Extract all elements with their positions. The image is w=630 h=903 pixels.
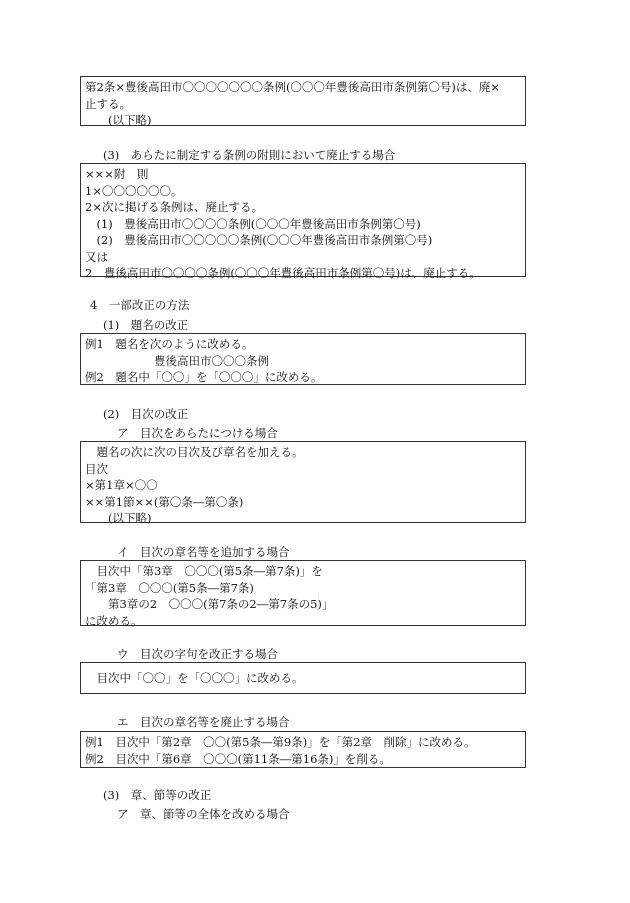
box-line: 目次中「〇〇」を「〇〇〇」に改める。 — [85, 671, 304, 685]
box-line: 例2 目次中「第6章 〇〇〇(第11条―第16条)」を削る。 — [85, 751, 391, 766]
box-line: 例2 題名中「〇〇」を「〇〇〇」に改める。 — [85, 370, 323, 384]
section-heading-partial-amendment: 4 一部改正の方法 — [90, 298, 190, 312]
box-line: ×××附 則 — [85, 167, 149, 181]
box-line: (以下略) — [85, 113, 152, 127]
example-box-toc-wording — [80, 662, 526, 694]
subsection-heading-toc-add: ア 目次をあらたにつける場合 — [117, 426, 278, 440]
box-line: 止する。 — [85, 96, 131, 111]
box-line: 「第3章 〇〇〇(第5条―第7条) — [85, 580, 254, 595]
example-box-toc-chapter-add — [80, 560, 526, 626]
example-box-title-amendment — [80, 333, 526, 385]
box-line: 目次 — [85, 461, 108, 476]
box-line: 豊後高田市〇〇〇条例 — [85, 353, 269, 368]
example-box-toc-chapter-abolish — [80, 731, 526, 768]
section-heading-abolish-supplementary: (3) あらたに制定する条例の附則において廃止する場合 — [103, 148, 396, 162]
box-line: (2) 豊後高田市〇〇〇〇〇条例(〇〇〇年豊後高田市条例第〇号) — [85, 233, 433, 247]
section-heading-title-amendment: (1) 題名の改正 — [103, 318, 189, 332]
example-box-toc-add — [80, 441, 526, 523]
box-line: 例1 題名を次のように改める。 — [85, 337, 254, 351]
box-line: ××第1節××(第〇条―第〇条) — [85, 494, 244, 509]
box-line: 題名の次に次の目次及び章名を加える。 — [85, 445, 304, 459]
box-line: 1×〇〇〇〇〇〇。 — [85, 183, 183, 198]
subsection-heading-toc-chapter-abolish: エ 目次の章名等を廃止する場合 — [117, 715, 290, 729]
box-line: 又は — [85, 249, 108, 264]
box-line: (以下略) — [85, 511, 152, 525]
section-heading-chapter-amendment: (3) 章、節等の改正 — [103, 788, 212, 802]
subsection-heading-toc-chapter-add: イ 目次の章名等を追加する場合 — [117, 545, 290, 559]
box-line: 第3章の2 〇〇〇(第7条の2―第7条の5)」 — [85, 597, 334, 611]
example-box-supplementary-provisions — [80, 163, 526, 280]
box-line: 目次中「第3章 〇〇〇(第5条―第7条)」を — [85, 564, 323, 578]
box-line: ×第1章×〇〇 — [85, 478, 158, 492]
box-line: 例1 目次中「第2章 〇〇(第5条―第9条)」を「第2章 削除」に改める。 — [85, 735, 476, 749]
box-line: 第2条×豊後高田市〇〇〇〇〇〇〇条例(〇〇〇年豊後高田市条例第〇号)は、廃× — [85, 80, 501, 94]
box-line: (1) 豊後高田市〇〇〇〇条例(〇〇〇年豊後高田市条例第〇号) — [85, 216, 421, 231]
subsection-heading-toc-wording: ウ 目次の字句を改正する場合 — [117, 647, 278, 661]
box-line: 2×次に掲げる条例は、廃止する。 — [85, 200, 263, 214]
subsection-heading-chapter-whole: ア 章、節等の全体を改める場合 — [117, 807, 290, 821]
box-line: 2 豊後高田市〇〇〇〇条例(〇〇〇年豊後高田市条例第〇号)は、廃止する。 — [85, 266, 481, 280]
section-heading-toc-amendment: (2) 目次の改正 — [103, 407, 189, 421]
example-box-abolish-article — [80, 76, 526, 126]
box-line: に改める。 — [85, 613, 143, 628]
